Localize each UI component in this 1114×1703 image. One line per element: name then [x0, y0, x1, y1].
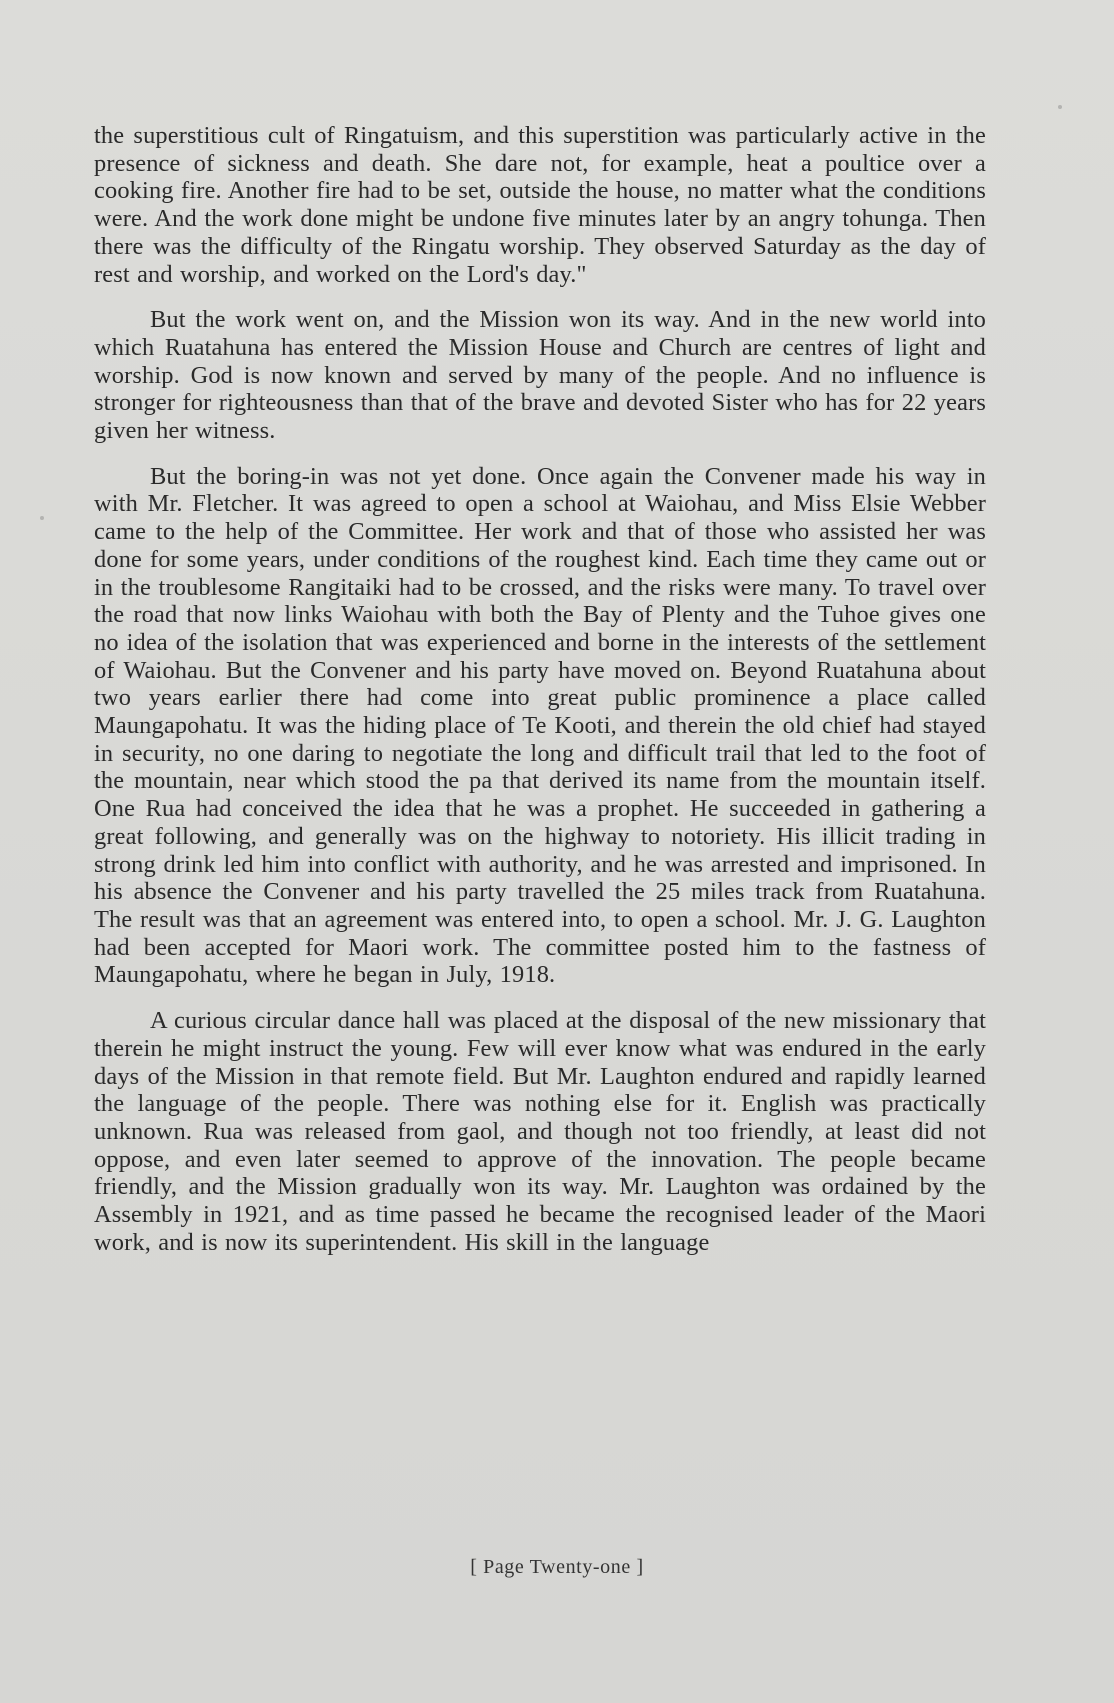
- paragraph-4: A curious circular dance hall was placed at the disposal of the new missionary that therein he might instruct the young. Few will ever know what was endured in the early days of the Mission in that remote field. But Mr. Laughton endured and rapidly learned the language of the people. There was nothing else for it. English was practically unknown. Rua was released from gaol, and though not too friendly, at least did not oppose, and even later seemed to approve of the innovation. The people became friendly, and the Mission gradually won its way. Mr. Laughton was ordained by the Assembly in 1921, and as time passed he became the recognised leader of the Maori work, and is now its superintendent. His skill in the language: [94, 1007, 986, 1256]
- page-number-footer: [ Page Twenty-one ]: [470, 1556, 644, 1578]
- paragraph-1: the superstitious cult of Ringatuism, and this superstition was particularly active in the presence of sickness and death. She dare not, for example, heat a poultice over a cooking fire. Another fire had to be set, outside the house, no matter what the conditions were. And the work done might be undone five minutes later by an angry tohunga. Then there was the difficulty of the Ringatu worship. They observed Saturday as the day of rest and worship, and worked on the Lord's day.": [94, 122, 986, 288]
- paragraph-3: But the boring-in was not yet done. Once again the Convener made his way in with Mr. Fletcher. It was agreed to open a school at Waiohau, and Miss Elsie Webber came to the help of the Committee. Her work and that of those who assisted her was done for some years, under conditions of the roughest kind. Each time they came out or in the troublesome Rangitaiki had to be crossed, and the risks were many. To travel over the road that now links Waiohau with both the Bay of Plenty and the Tuhoe gives one no idea of the isolation that was experienced and borne in the interests of the settlement of Waiohau. But the Convener and his party have moved on. Beyond Ruatahuna about two years earlier there had come into great public prominence a place called Maungapohatu. It was the hiding place of Te Kooti, and therein the old chief had stayed in security, no one daring to negotiate the long and difficult trail that led to the foot of the mountain, near which stood the pa that derived its name from the mountain itself. One Rua had conceived the idea that he was a prophet. He succeeded in gathering a great following, and generally was on the highway to notoriety. His illicit trading in strong drink led him into conflict with authority, and he was arrested and imprisoned. In his absence the Convener and his party travelled the 25 miles track from Ruatahuna. The result was that an agreement was entered into, to open a school. Mr. J. G. Laughton had been accepted for Maori work. The committee posted him to the fastness of Maungapohatu, where he began in July, 1918.: [94, 462, 986, 989]
- paper-speck: [1058, 105, 1062, 109]
- paper-speck: [40, 516, 44, 520]
- paragraph-2: But the work went on, and the Mission won its way. And in the new world into which Ruatahuna has entered the Mission House and Church are centres of light and worship. God is now known and served by many of the people. And no influence is stronger for righteousness than that of the brave and devoted Sister who has for 22 years given her witness.: [94, 306, 986, 445]
